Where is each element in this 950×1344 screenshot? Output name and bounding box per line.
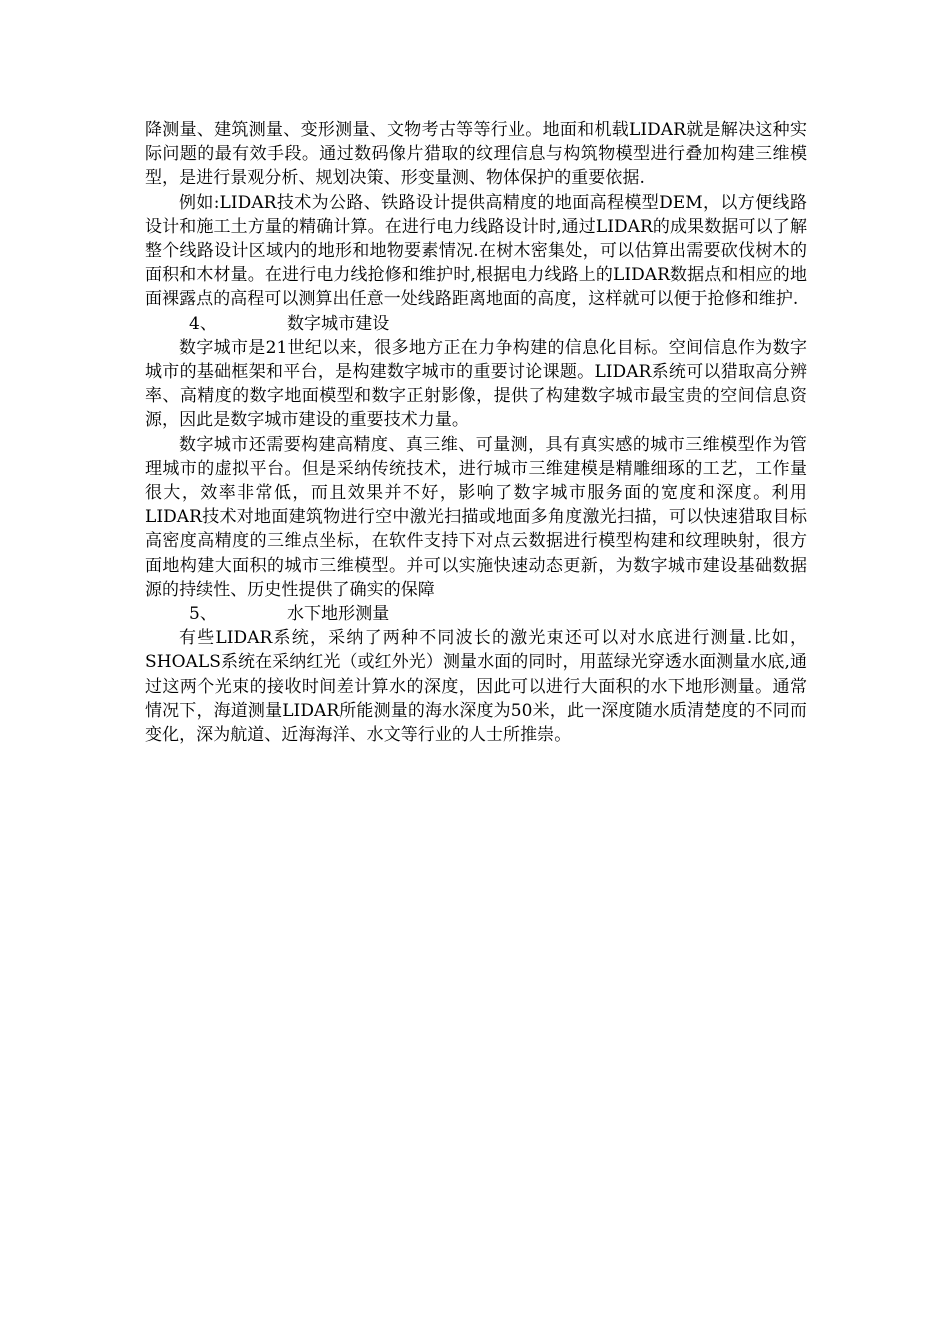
section-heading-underwater-survey: [145, 602, 807, 626]
paragraph-digital-city-intro: 数字城市是21世纪以来，很多地方正在力争构建的信息化目标。空间信息作为数字城市的基础框架和平台，是构建数字城市的重要讨论课题。LIDAR系统可以猎取高分辨率、高精度的数字地面模型和数字正射影像，提供了构建数字城市最宝贵的空间信息资源，因此是数字城市建设的重要技术力量。: [145, 337, 807, 431]
section-number: 5、: [189, 604, 217, 625]
paragraph-digital-city-3d-model: 数字城市还需要构建高精度、真三维、可量测，具有真实感的城市三维模型作为管理城市的虚拟平台。但是采纳传统技术，进行城市三维建模是精雕细琢的工艺，工作量很大，效率非常低，而且效果并不好，影响了数字城市服务面的宽度和深度。利用LIDAR技术对地面建筑物进行空中激光扫描或地面多角度激光扫描，可以快速猎取目标高密度高精度的三维点坐标，在软件支持下对点云数据进行模型构建和纹理映射，很方面地构建大面积的城市三维模型。并可以实施快速动态更新，为数字城市建设基础数据源的持续性、历史性提供了确实的保障: [145, 434, 807, 600]
section-number: 4、: [189, 313, 217, 334]
paragraph-applications: 降测量、建筑测量、变形测量、文物考古等等行业。地面和机载LIDAR就是解决这种实际问题的最有效手段。通过数码像片猎取的纹理信息与构筑物模型进行叠加构建三维模型，是进行景观分析、规划决策、形变量测、物体保护的重要依据.: [145, 120, 807, 189]
section-title: 数字城市建设: [287, 313, 390, 334]
paragraph-example-power-lines: 例如:LIDAR技术为公路、铁路设计提供高精度的地面高程模型DEM，以方便线路设计和施工土方量的精确计算。在进行电力线路设计时,通过LIDAR的成果数据可以了解整个线路设计区域内的地形和地物要素情况.在树木密集处，可以估算出需要砍伐树木的面积和木材量。在进行电力线抢修和维护时,根据电力线路上的LIDAR数据点和相应的地面裸露点的高程可以测算出任意一处线路距离地面的高度，这样就可以便于抢修和维护.: [145, 192, 807, 310]
document-body: [145, 118, 807, 747]
section-heading-digital-city: [145, 312, 807, 336]
paragraph-underwater-survey: 有些LIDAR系统，采纳了两种不同波长的激光束还可以对水底进行测量.比如，SHOALS系统在采纳红光（或红外光）测量水面的同时，用蓝绿光穿透水面测量水底,通过这两个光束的接收时间差计算水的深度，因此可以进行大面积的水下地形测量。通常情况下，海道测量LIDAR所能测量的海水深度为50米，此一深度随水质清楚度的不同而变化，深为航道、近海海洋、水文等行业的人士所推崇。: [145, 628, 807, 746]
section-title: 水下地形测量: [287, 604, 390, 625]
